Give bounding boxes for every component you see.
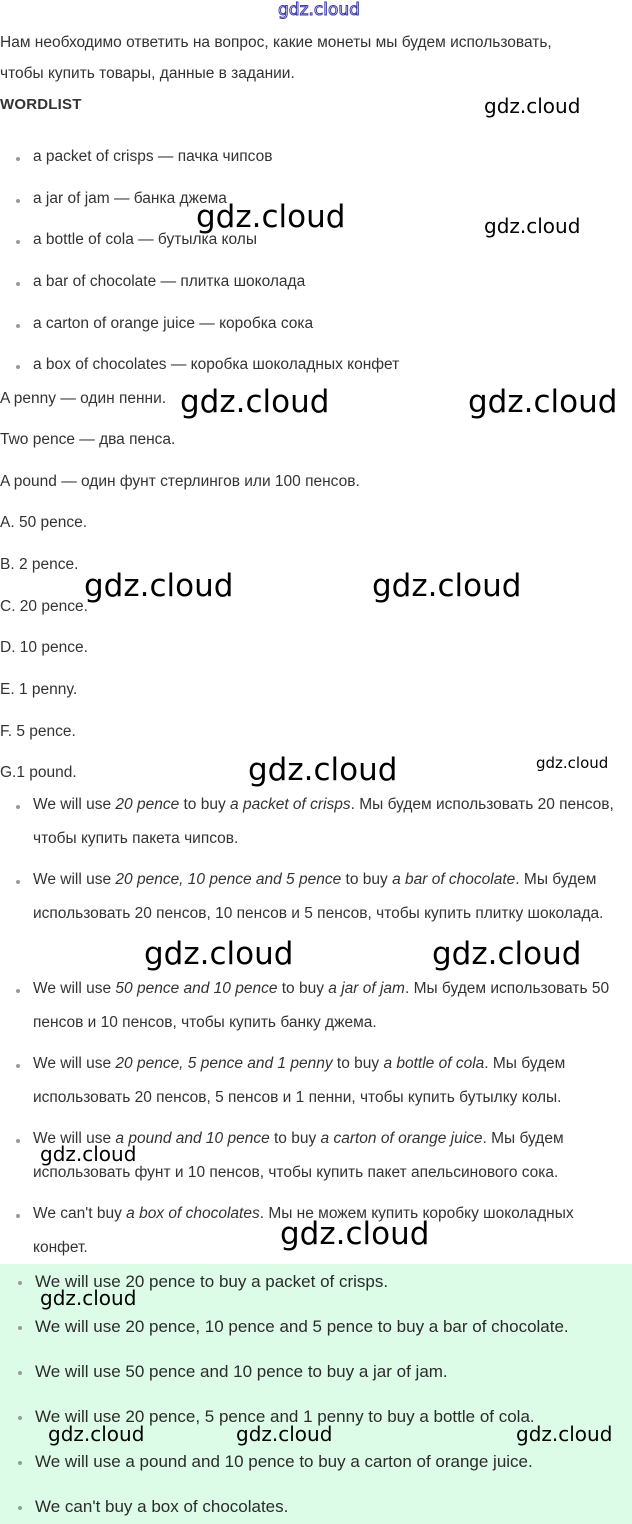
bullet-dot <box>16 1214 20 1218</box>
watermark: gdz.cloud <box>196 199 346 235</box>
bullet-dot <box>16 240 20 244</box>
wordlist-heading: WORDLIST <box>0 96 82 113</box>
watermark: gdz.cloud <box>468 384 618 420</box>
bullet-dot <box>16 282 20 286</box>
wordlist-item: a box of chocolates — коробка шоколадных конфет <box>33 356 400 373</box>
coin-line: A pound — один фунт стерлингов или 100 пенсов. <box>0 473 360 490</box>
answer-item: We will use 20 pence, 10 pence and 5 pence to buy a bar of chocolate. Мы будем использовать 20 пенсов, 10 пенсов и 5 пенсов, чтобы купить плитку шоколада. <box>33 871 604 922</box>
bullet-dot <box>18 1416 22 1420</box>
option-line: E. 1 penny. <box>0 681 78 698</box>
option-line: A. 50 pence. <box>0 514 88 531</box>
watermark: gdz.cloud <box>48 1422 145 1446</box>
top-watermark: gdz.cloud <box>278 0 360 20</box>
watermark: gdz.cloud <box>144 936 294 972</box>
watermark: gdz.cloud <box>84 568 234 604</box>
bullet-dot <box>16 989 20 993</box>
watermark: gdz.cloud <box>180 384 330 420</box>
watermark: gdz.cloud <box>40 1286 137 1310</box>
summary-item: We will use 20 pence, 10 pence and 5 pence to buy a bar of chocolate. <box>35 1317 569 1336</box>
watermark: gdz.cloud <box>432 936 582 972</box>
summary-item: We will use 20 pence, 5 pence and 1 penny to buy a bottle of cola. <box>35 1407 535 1426</box>
bullet-dot <box>16 1139 20 1143</box>
bullet-dot <box>18 1506 22 1510</box>
watermark: gdz.cloud <box>516 1422 613 1446</box>
answer-item: We will use 50 pence and 10 pence to buy a jar of jam. Мы будем использовать 50 пенсов и 10 пенсов, чтобы купить банку джема. <box>33 980 610 1031</box>
option-line: C. 20 pence. <box>0 598 88 615</box>
bullet-dot <box>18 1281 22 1285</box>
answer-item: We can't buy a box of chocolates. Мы не можем купить коробку шоколадных конфет. <box>33 1205 574 1256</box>
summary-item: We will use 20 pence to buy a packet of crisps. <box>35 1272 389 1291</box>
watermark: gdz.cloud <box>536 754 609 772</box>
bullet-dot <box>16 365 20 369</box>
bullet-dot <box>16 880 20 884</box>
watermark: gdz.cloud <box>40 1142 137 1166</box>
intro-line-1: Нам необходимо ответить на вопрос, какие монеты мы будем использовать, <box>0 34 552 51</box>
option-line: B. 2 pence. <box>0 556 79 573</box>
answer-item: We will use a pound and 10 pence to buy a carton of orange juice. Мы будем использовать фунт и 10 пенсов, чтобы купить пакет апельсинового сока. <box>33 1130 564 1181</box>
bullet-dot <box>18 1461 22 1465</box>
intro-line-2: чтобы купить товары, данные в задании. <box>0 65 295 82</box>
wordlist-item: a jar of jam — банка джема <box>33 190 227 207</box>
summary-item: We will use 50 pence and 10 pence to buy a jar of jam. <box>35 1362 448 1381</box>
wordlist-item: a bottle of cola — бутылка колы <box>33 231 257 248</box>
bullet-dot <box>16 1064 20 1068</box>
wordlist-item: a packet of crisps — пачка чипсов <box>33 148 273 165</box>
bullet-dot <box>16 199 20 203</box>
answer-item: We will use 20 pence to buy a packet of crisps. Мы будем использовать 20 пенсов, чтобы купить пакета чипсов. <box>33 796 614 847</box>
option-line: F. 5 pence. <box>0 723 76 740</box>
bullet-dot <box>16 324 20 328</box>
coin-line: A penny — один пенни. <box>0 390 167 407</box>
watermark: gdz.cloud <box>484 214 581 238</box>
bullet-dot <box>16 805 20 809</box>
summary-item: We can't buy a box of chocolates. <box>35 1497 289 1516</box>
bullet-dot <box>18 1371 22 1375</box>
option-line: G.1 pound. <box>0 764 77 781</box>
bullet-dot <box>16 157 20 161</box>
answer-item: We will use 20 pence, 5 pence and 1 penny to buy a bottle of cola. Мы будем использовать 20 пенсов, 5 пенсов и 1 пенни, чтобы купить бутылку колы. <box>33 1055 566 1106</box>
watermark: gdz.cloud <box>236 1422 333 1446</box>
watermark: gdz.cloud <box>484 94 581 118</box>
summary-item: We will use a pound and 10 pence to buy a carton of orange juice. <box>35 1452 533 1471</box>
watermark: gdz.cloud <box>280 1216 430 1252</box>
wordlist-item: a bar of chocolate — плитка шоколада <box>33 273 306 290</box>
watermark: gdz.cloud <box>372 568 522 604</box>
wordlist-item: a carton of orange juice — коробка сока <box>33 315 314 332</box>
bullet-dot <box>18 1326 22 1330</box>
coin-line: Two pence — два пенса. <box>0 431 176 448</box>
watermark: gdz.cloud <box>248 752 398 788</box>
option-line: D. 10 pence. <box>0 639 88 656</box>
